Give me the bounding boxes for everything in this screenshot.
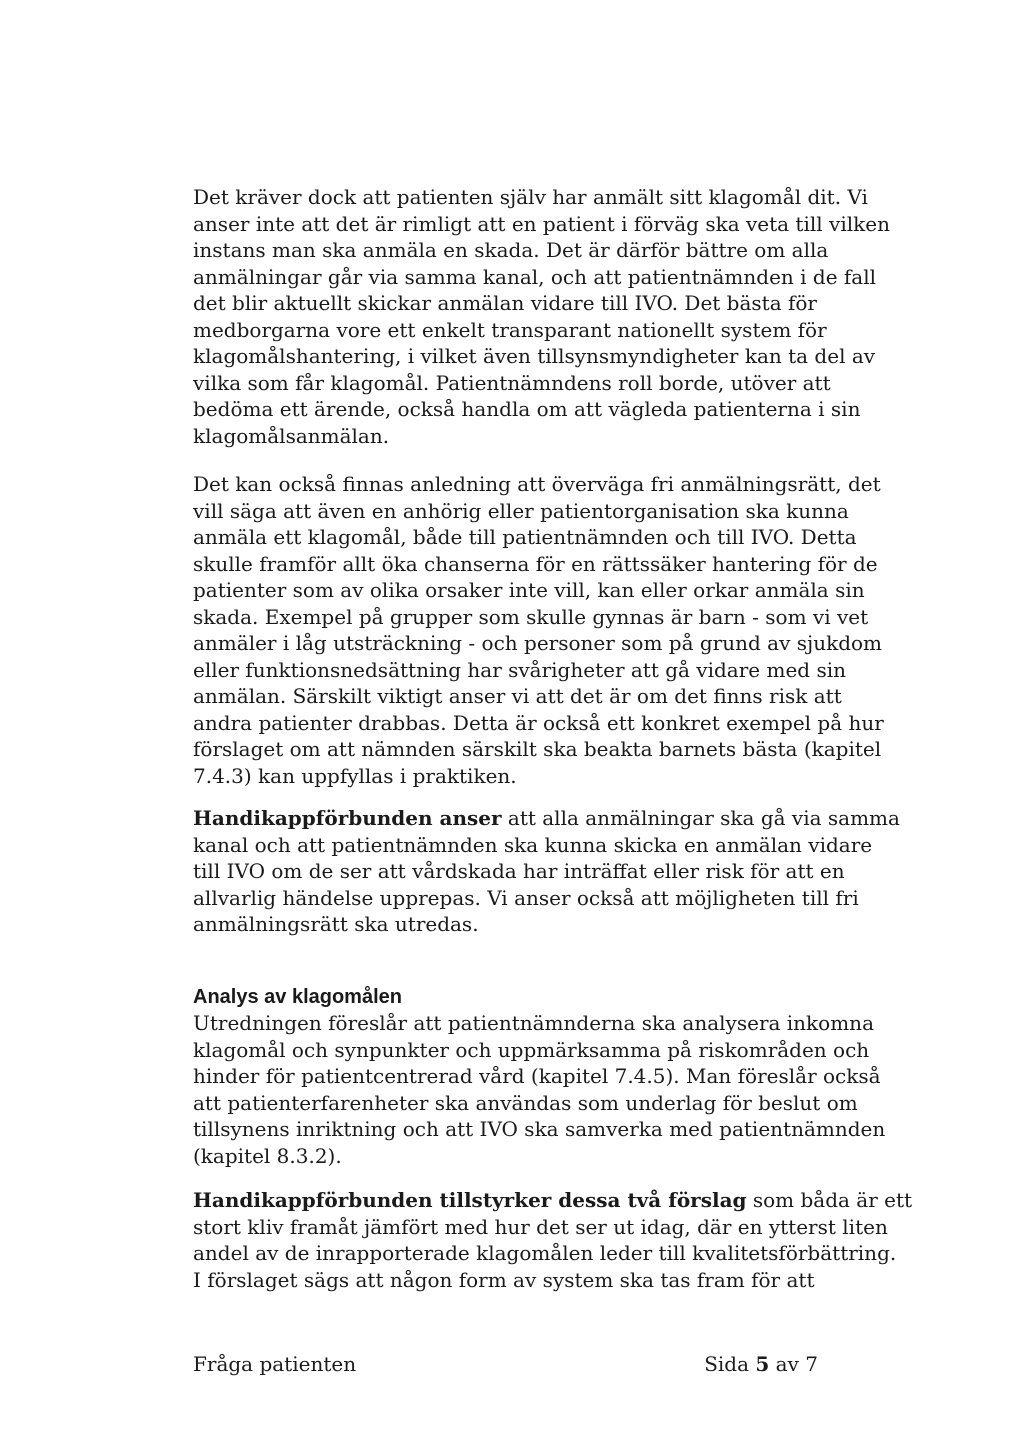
- text-line: stort kliv framåt jämfört med hur det ser ut idag, där en ytterst liten: [193, 1214, 888, 1239]
- text-line: anmälningar går via samma kanal, och att patientnämnden i de fall: [193, 264, 877, 289]
- text-line: klagomålshantering, i vilket även tillsynsmyndigheter kan ta del av: [193, 344, 876, 368]
- text-line: klagomål och synpunkter och uppmärksamma på riskområden och: [193, 1037, 870, 1062]
- text-line: eller funktionsnedsättning har svårigheter att gå vidare med sin: [193, 657, 846, 682]
- paragraph-endorsement: [193, 1187, 912, 1293]
- text-line: patienter som av olika orsaker inte vill, kan eller orkar anmäla sin: [193, 578, 865, 602]
- of-word: av: [775, 1352, 799, 1376]
- text-line: bedöma ett ärende, också handla om att vägleda patienterna i sin: [193, 397, 861, 421]
- text-line: anmäler i låg utsträckning - och personer som på grund av sjukdom: [193, 631, 883, 655]
- footer-title: Fråga patienten: [193, 1352, 357, 1376]
- paragraph-self-report: [193, 184, 890, 449]
- paragraph-free-reporting: [193, 471, 884, 789]
- page-word: Sida: [704, 1352, 750, 1376]
- text-line: till IVO om de ser att vårdskada har inträffat eller risk för att en: [193, 859, 845, 883]
- text-line: medborgarna vore ett enkelt transparant nationellt system för: [193, 317, 827, 342]
- paragraph-analysis: [193, 1010, 885, 1169]
- text-line: anmäla ett klagomål, både till patientnämnden och till IVO. Detta: [193, 525, 857, 549]
- text-line: I förslaget sägs att någon form av system ska tas fram för att: [193, 1267, 815, 1292]
- text-line: [193, 805, 900, 832]
- total-pages: 7: [805, 1352, 818, 1376]
- section-heading: Analys av klagomålen: [193, 986, 402, 1008]
- line-rest: att alla anmälningar ska gå via samma: [501, 806, 900, 830]
- text-line: hinder för patientcentrerad vård (kapitel 7.4.5). Man föreslår också: [193, 1064, 881, 1088]
- text-line: vill säga att även en anhörig eller patientorganisation ska kunna: [193, 498, 849, 523]
- text-line: andel av de inrapporterade klagomålen leder till kvalitetsförbättring.: [193, 1241, 897, 1265]
- current-page: 5: [755, 1352, 770, 1376]
- text-line: klagomålsanmälan.: [193, 423, 390, 448]
- text-line: 7.4.3) kan uppfyllas i praktiken.: [193, 763, 517, 788]
- text-line: anmälan. Särskilt viktigt anser vi att det är om det finns risk att: [193, 684, 842, 708]
- text-line: (kapitel 8.3.2).: [193, 1143, 342, 1168]
- text-line: att patienterfarenheter ska användas som underlag för beslut om: [193, 1090, 858, 1115]
- text-line: allvarlig händelse upprepas. Vi anser också att möjligheten till fri: [193, 885, 859, 910]
- text-line: [193, 1187, 912, 1214]
- text-line: tillsynens inriktning och att IVO ska samverka med patientnämnden: [193, 1117, 886, 1141]
- text-line: anmälningsrätt ska utredas.: [193, 912, 479, 936]
- text-line: förslaget om att nämnden särskilt ska beakta barnets bästa (kapitel: [193, 737, 882, 761]
- text-line: skulle framför allt öka chanserna för en rättssäker hantering för de: [193, 551, 878, 576]
- text-line: Utredningen föreslår att patientnämnderna ska analysera inkomna: [193, 1011, 874, 1035]
- text-line: vilka som får klagomål. Patientnämndens roll borde, utöver att: [193, 370, 831, 395]
- text-line: instans man ska anmäla en skada. Det är därför bättre om alla: [193, 238, 829, 262]
- text-line: andra patienter drabbas. Detta är också ett konkret exempel på hur: [193, 710, 884, 735]
- text-line: kanal och att patientnämnden ska kunna skicka en anmälan vidare: [193, 832, 873, 857]
- text-line: det blir aktuellt skickar anmälan vidare till IVO. Det bästa för: [193, 291, 817, 315]
- bold-lead: Handikappförbunden anser: [193, 806, 502, 830]
- text-line: Det kräver dock att patienten själv har anmält sitt klagomål dit. Vi: [193, 185, 868, 209]
- bold-lead: Handikappförbunden tillstyrker dessa två förslag: [193, 1188, 747, 1212]
- text-line: Det kan också finnas anledning att överväga fri anmälningsrätt, det: [193, 472, 881, 496]
- footer-page-number: [704, 1351, 818, 1377]
- text-line: skada. Exempel på grupper som skulle gynnas är barn - som vi vet: [193, 604, 869, 629]
- line-rest: som båda är ett: [746, 1188, 913, 1212]
- paragraph-position-statement: [193, 805, 900, 938]
- text-line: anser inte att det är rimligt att en patient i förväg ska veta till vilken: [193, 211, 890, 236]
